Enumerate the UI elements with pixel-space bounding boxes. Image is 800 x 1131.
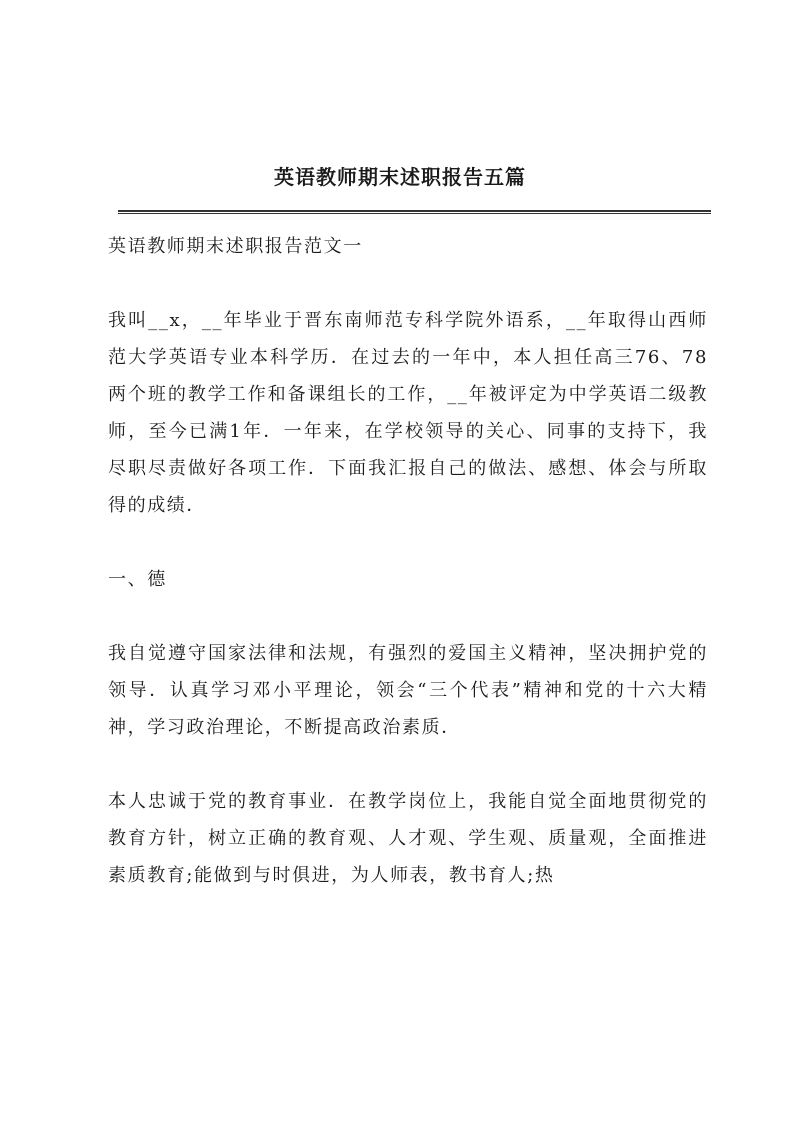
paragraph-heading-de: 一、德 <box>108 569 167 590</box>
paragraph-intro: 我叫__x，__年毕业于晋东南师范专科学院外语系，__年取得山西师范大学英语专业本科学历．在过去的一年中，本人担任高三76、78两个班的教学工作和备课组长的工作，__年被评定为中学英语二级教师，至今已满1年．一年来，在学校领导的关心、同事的支持下，我尽职尽责做好各项工作．下面我汇报自己的做法、感想、体会与所取得的成绩． <box>108 310 708 516</box>
document-body <box>108 228 708 894</box>
paragraph-law: 我自觉遵守国家法律和法规，有强烈的爱国主义精神，坚决拥护党的领导．认真学习邓小平理论，领会“三个代表”精神和党的十六大精神，学习政治理论，不断提高政治素质． <box>108 643 708 738</box>
title-divider <box>118 210 711 214</box>
document-title: 英语教师期末述职报告五篇 <box>274 165 526 189</box>
paragraph-education: 本人忠诚于党的教育事业．在教学岗位上，我能自觉全面地贯彻党的教育方针，树立正确的教育观、人才观、学生观、质量观，全面推进素质教育;能做到与时俱进，为人师表，教书育人;热 <box>108 791 708 886</box>
section-heading: 英语教师期末述职报告范文一 <box>108 236 363 257</box>
